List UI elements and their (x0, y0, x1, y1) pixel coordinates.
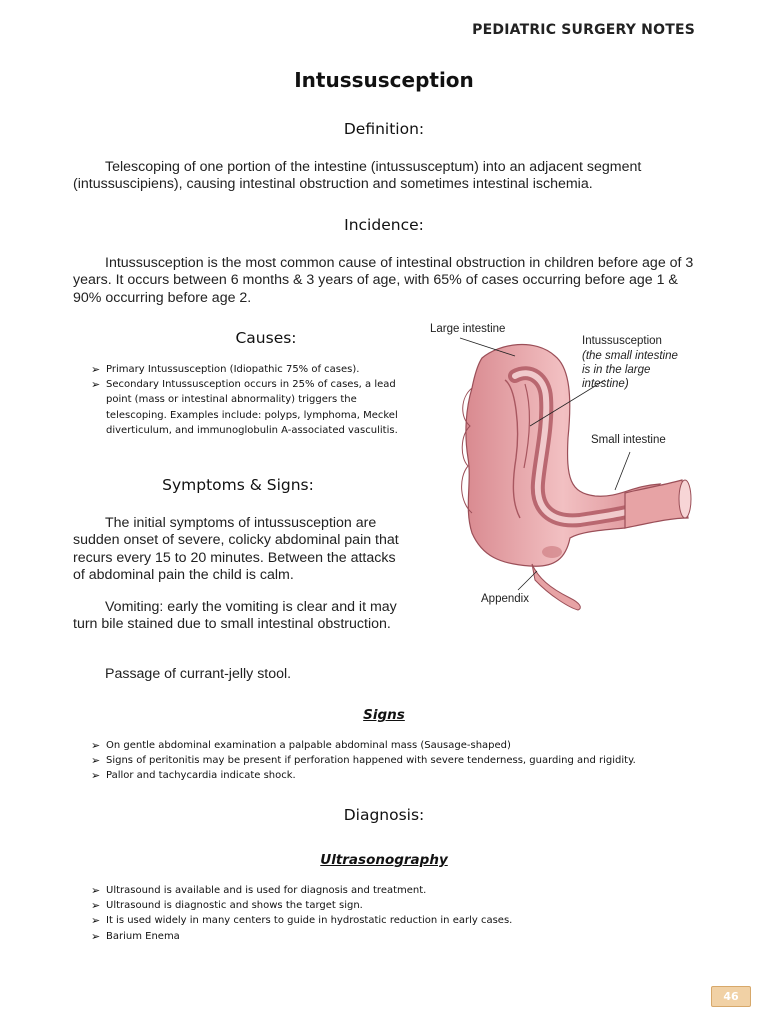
symptoms-paragraph: Vomiting: early the vomiting is clear and it may turn bile stained due to small intestinal obstruction. (73, 599, 397, 633)
leader-line (615, 452, 630, 490)
definition-text: Telescoping of one portion of the intestine (intussusceptum) into an adjacent segment (intussuscipiens), causing intestinal obstruction and sometimes intestinal ischemia. (73, 159, 642, 193)
diagnosis-item: ➢ Barium Enema (91, 929, 711, 944)
causes-item: ➢ Primary Intussusception (Idiopathic 75% of cases). (91, 362, 401, 377)
intussusception-figure (420, 318, 710, 618)
signs-item: ➢ Pallor and tachycardia indicate shock. (91, 768, 711, 783)
symptoms-paragraph: Passage of currant-jelly stool. (105, 666, 292, 682)
leader-line (518, 571, 537, 590)
incidence-heading: Incidence: (344, 216, 424, 234)
small-intestine-shape (625, 480, 688, 528)
appendix-shape (532, 564, 580, 610)
symptoms-paragraph: The initial symptoms of intussusception are sudden onset of severe, colicky abdominal pain that recurs every 15 to 20 minutes. Between the attacks of abdominal pain the child is calm. (73, 515, 399, 583)
diagnosis-heading: Diagnosis: (343, 806, 425, 824)
label-large-intestine: Large intestine (430, 323, 506, 335)
small-intestine-opening (679, 480, 691, 518)
label-intussusception: Intussusception (582, 335, 662, 347)
running-header: PEDIATRIC SURGERY NOTES (472, 22, 695, 38)
incidence-text: Intussusception is the most common cause of intestinal obstruction in children before age of 3 years. It occurs between 6 months & 3 years of age, with 65% of cases occurring before age 1 & 90% occurring before age 2. (73, 255, 694, 306)
diagnosis-list (91, 883, 711, 944)
large-intestine-shape (466, 344, 660, 566)
label-small-intestine: Small intestine (591, 434, 666, 446)
signs-list (91, 738, 711, 784)
diagnosis-item: ➢ Ultrasound is diagnostic and shows the target sign. (91, 898, 711, 913)
cecum-shade (542, 546, 562, 558)
page-number-badge: 46 (711, 986, 751, 1007)
causes-list (91, 362, 401, 438)
causes-heading: Causes: (235, 329, 297, 347)
label-intussusception-note: (the small intestine (582, 350, 678, 362)
causes-item: ➢ Secondary Intussusception occurs in 25% of cases, a lead point (mass or intestinal abnormality) triggers the telescoping. Examples include: polyps, lymphoma, Meckel diverticulum, and immunoglobulin A-associated vasculitis. (91, 377, 401, 438)
signs-heading: Signs (363, 707, 405, 723)
label-intussusception-note: is in the large (582, 364, 651, 376)
definition-heading: Definition: (343, 120, 425, 138)
signs-item: ➢ On gentle abdominal examination a palpable abdominal mass (Sausage-shaped) (91, 738, 711, 753)
symptoms-heading: Symptoms & Signs: (162, 476, 314, 494)
diagnosis-item: ➢ Ultrasound is available and is used for diagnosis and treatment. (91, 883, 711, 898)
label-intussusception-note: intestine) (582, 378, 629, 390)
page-title: Intussusception (294, 68, 474, 92)
diagnosis-item: ➢ It is used widely in many centers to guide in hydrostatic reduction in early cases. (91, 913, 711, 928)
label-appendix: Appendix (481, 593, 529, 605)
signs-item: ➢ Signs of peritonitis may be present if perforation happened with severe tenderness, guarding and rigidity. (91, 753, 711, 768)
ultrasonography-heading: Ultrasonography (320, 852, 448, 868)
